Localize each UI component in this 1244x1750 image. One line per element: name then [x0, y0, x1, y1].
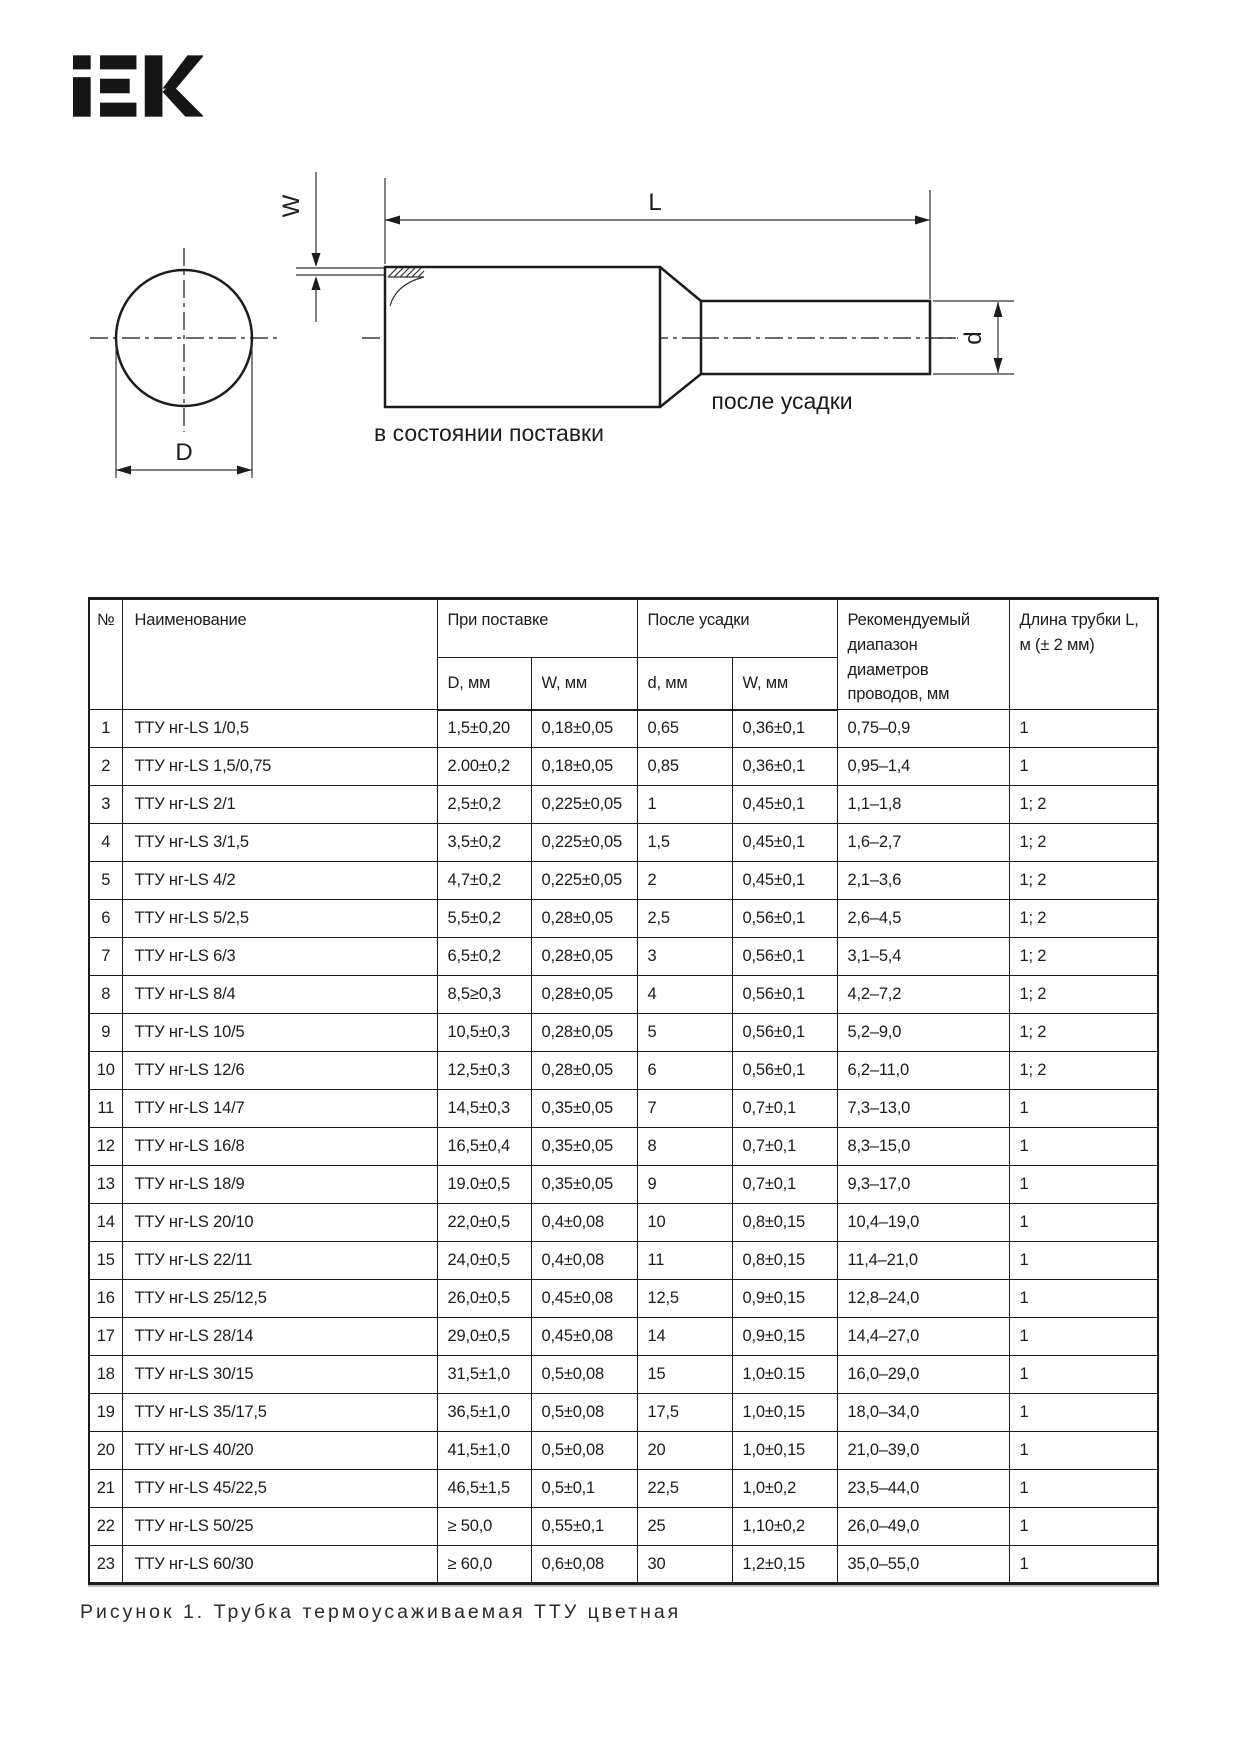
row-number-cell: 7 [89, 938, 122, 976]
table-cell: 0,56±0,1 [732, 900, 837, 938]
table-cell: ≥ 50,0 [437, 1508, 531, 1546]
table-cell: 1 [1009, 1546, 1158, 1584]
table-cell: ТТУ нг-LS 12/6 [122, 1052, 437, 1090]
table-row [89, 748, 1158, 786]
table-cell: 14 [637, 1318, 732, 1356]
table-cell: 2.00±0,2 [437, 748, 531, 786]
table-cell: 0,9±0,15 [732, 1318, 837, 1356]
arrow-up-icon [994, 302, 1003, 317]
table-cell: 26,0–49,0 [837, 1508, 1009, 1546]
row-number-cell: 13 [89, 1166, 122, 1204]
table-cell: 0,45±0,08 [531, 1318, 637, 1356]
table-cell: 3 [637, 938, 732, 976]
table-cell: 1; 2 [1009, 976, 1158, 1014]
table-cell: 1,10±0,2 [732, 1508, 837, 1546]
arrow-down-icon [994, 358, 1003, 373]
table-cell: 1 [637, 786, 732, 824]
table-cell: 2,6–4,5 [837, 900, 1009, 938]
table-cell: 8,5≥0,3 [437, 976, 531, 1014]
table-cell: 0,36±0,1 [732, 748, 837, 786]
table-cell: 21,0–39,0 [837, 1432, 1009, 1470]
table-cell: 0,5±0,08 [531, 1356, 637, 1394]
table-cell: ТТУ нг-LS 6/3 [122, 938, 437, 976]
table-cell: 6 [637, 1052, 732, 1090]
row-number-cell: 5 [89, 862, 122, 900]
table-cell: ТТУ нг-LS 45/22,5 [122, 1470, 437, 1508]
table-cell: 0,56±0,1 [732, 1014, 837, 1052]
table-cell: 0,28±0,05 [531, 938, 637, 976]
row-number-cell: 2 [89, 748, 122, 786]
table-cell: 0,28±0,05 [531, 976, 637, 1014]
table-cell: ТТУ нг-LS 14/7 [122, 1090, 437, 1128]
table-cell: 0,225±0,05 [531, 786, 637, 824]
table-cell: 1; 2 [1009, 1014, 1158, 1052]
table-cell: ≥ 60,0 [437, 1546, 531, 1584]
table-cell: 15 [637, 1356, 732, 1394]
table-cell: 7,3–13,0 [837, 1090, 1009, 1128]
table-cell: ТТУ нг-LS 60/30 [122, 1546, 437, 1584]
table-cell: 4 [637, 976, 732, 1014]
table-cell: 12,5 [637, 1280, 732, 1318]
figure-caption: Рисунок 1. Трубка термоусаживаемая ТТУ цветная [80, 1601, 682, 1623]
table-cell: 0,225±0,05 [531, 824, 637, 862]
table-cell: 0,4±0,08 [531, 1204, 637, 1242]
table-cell: 0,36±0,1 [732, 710, 837, 748]
col-header-tube-length: Длина трубки L, м (± 2 мм) [1009, 599, 1158, 710]
table-row [89, 1356, 1158, 1394]
table-cell: 16,0–29,0 [837, 1356, 1009, 1394]
col-header-after-shrink: После усадки [637, 599, 837, 658]
table-cell: 2,1–3,6 [837, 862, 1009, 900]
table-cell: 23,5–44,0 [837, 1470, 1009, 1508]
table-cell: 0,18±0,05 [531, 748, 637, 786]
table-cell: 20 [637, 1432, 732, 1470]
table-cell: 0,85 [637, 748, 732, 786]
table-cell: 0,35±0,05 [531, 1166, 637, 1204]
table-row [89, 1470, 1158, 1508]
table-cell: 14,5±0,3 [437, 1090, 531, 1128]
table-cell: 1; 2 [1009, 900, 1158, 938]
spec-table-body [89, 710, 1158, 1584]
row-number-cell: 16 [89, 1280, 122, 1318]
row-number-cell: 12 [89, 1128, 122, 1166]
table-cell: 1 [1009, 1432, 1158, 1470]
table-cell: 0,18±0,05 [531, 710, 637, 748]
table-cell: 1,6–2,7 [837, 824, 1009, 862]
table-cell: 1; 2 [1009, 938, 1158, 976]
table-cell: 2,5 [637, 900, 732, 938]
dimension-d-label: d [960, 331, 987, 345]
table-cell: ТТУ нг-LS 8/4 [122, 976, 437, 1014]
table-cell: 0,6±0,08 [531, 1546, 637, 1584]
table-cell: 1 [1009, 1204, 1158, 1242]
dimension-W-label: W [278, 194, 305, 218]
table-cell: 1,2±0,15 [732, 1546, 837, 1584]
table-cell: 6,2–11,0 [837, 1052, 1009, 1090]
table-cell: 0,8±0,15 [732, 1242, 837, 1280]
row-number-cell: 18 [89, 1356, 122, 1394]
table-cell: 12,5±0,3 [437, 1052, 531, 1090]
table-cell: 7 [637, 1090, 732, 1128]
table-cell: 8,3–15,0 [837, 1128, 1009, 1166]
table-row [89, 1318, 1158, 1356]
table-row [89, 710, 1158, 748]
table-cell: 1,0±0,15 [732, 1394, 837, 1432]
row-number-cell: 10 [89, 1052, 122, 1090]
table-cell: 1 [1009, 1318, 1158, 1356]
row-number-cell: 4 [89, 824, 122, 862]
table-cell: 3,5±0,2 [437, 824, 531, 862]
table-cell: 11 [637, 1242, 732, 1280]
table-row [89, 1546, 1158, 1584]
row-number-cell: 17 [89, 1318, 122, 1356]
row-number-cell: 23 [89, 1546, 122, 1584]
table-cell: 41,5±1,0 [437, 1432, 531, 1470]
row-number-cell: 6 [89, 900, 122, 938]
technical-drawing [0, 0, 1244, 520]
table-row [89, 1242, 1158, 1280]
table-cell: 0,55±0,1 [531, 1508, 637, 1546]
table-cell: 19.0±0,5 [437, 1166, 531, 1204]
table-cell: 0,7±0,1 [732, 1128, 837, 1166]
table-cell: 1,0±0.15 [732, 1356, 837, 1394]
table-cell: ТТУ нг-LS 1,5/0,75 [122, 748, 437, 786]
table-cell: 0,65 [637, 710, 732, 748]
table-cell: 22,0±0,5 [437, 1204, 531, 1242]
table-cell: 16,5±0,4 [437, 1128, 531, 1166]
table-cell: 12,8–24,0 [837, 1280, 1009, 1318]
table-cell: ТТУ нг-LS 16/8 [122, 1128, 437, 1166]
table-cell: 17,5 [637, 1394, 732, 1432]
arrow-right-icon [237, 466, 252, 475]
table-cell: 1; 2 [1009, 1052, 1158, 1090]
table-cell: 14,4–27,0 [837, 1318, 1009, 1356]
table-cell: 1 [1009, 710, 1158, 748]
table-cell: 0,56±0,1 [732, 938, 837, 976]
table-row [89, 862, 1158, 900]
table-cell: 1; 2 [1009, 862, 1158, 900]
table-cell: 11,4–21,0 [837, 1242, 1009, 1280]
tube-body-delivered [385, 267, 660, 407]
table-cell: 1 [1009, 1394, 1158, 1432]
table-cell: 0,5±0,08 [531, 1432, 637, 1470]
table-cell: 0,95–1,4 [837, 748, 1009, 786]
table-cell: 2,5±0,2 [437, 786, 531, 824]
table-cell: 0,45±0,1 [732, 824, 837, 862]
table-cell: ТТУ нг-LS 25/12,5 [122, 1280, 437, 1318]
table-cell: 0,45±0,1 [732, 786, 837, 824]
spec-table [88, 597, 1159, 1585]
table-cell: 1 [1009, 748, 1158, 786]
table-cell: 0,8±0,15 [732, 1204, 837, 1242]
row-number-cell: 21 [89, 1470, 122, 1508]
table-cell: ТТУ нг-LS 1/0,5 [122, 710, 437, 748]
table-cell: 0,4±0,08 [531, 1242, 637, 1280]
table-cell: 1 [1009, 1280, 1158, 1318]
table-cell: 35,0–55,0 [837, 1546, 1009, 1584]
col-header-name: Наименование [122, 599, 437, 710]
table-cell: 1,5±0,20 [437, 710, 531, 748]
table-cell: 0,28±0,05 [531, 900, 637, 938]
table-cell: 0,7±0,1 [732, 1166, 837, 1204]
table-cell: ТТУ нг-LS 35/17,5 [122, 1394, 437, 1432]
table-cell: 0,75–0,9 [837, 710, 1009, 748]
table-cell: 24,0±0,5 [437, 1242, 531, 1280]
table-cell: ТТУ нг-LS 10/5 [122, 1014, 437, 1052]
table-cell: ТТУ нг-LS 40/20 [122, 1432, 437, 1470]
table-cell: 31,5±1,0 [437, 1356, 531, 1394]
table-cell: ТТУ нг-LS 30/15 [122, 1356, 437, 1394]
table-cell: 4,7±0,2 [437, 862, 531, 900]
table-cell: 1,1–1,8 [837, 786, 1009, 824]
row-number-cell: 14 [89, 1204, 122, 1242]
table-cell: 1,0±0,15 [732, 1432, 837, 1470]
tube-taper-line [660, 267, 701, 301]
table-row [89, 900, 1158, 938]
table-cell: ТТУ нг-LS 2/1 [122, 786, 437, 824]
table-cell: 1 [1009, 1090, 1158, 1128]
table-cell: 0,7±0,1 [732, 1090, 837, 1128]
table-row [89, 1014, 1158, 1052]
delivered-state-label: в состоянии поставки [374, 420, 604, 446]
table-cell: 0,5±0,08 [531, 1394, 637, 1432]
table-cell: 5,2–9,0 [837, 1014, 1009, 1052]
table-cell: 22,5 [637, 1470, 732, 1508]
table-cell: 10,4–19,0 [837, 1204, 1009, 1242]
table-cell: 10 [637, 1204, 732, 1242]
table-row [89, 938, 1158, 976]
dimension-D-label: D [175, 439, 193, 466]
table-cell: 0,56±0,1 [732, 976, 837, 1014]
table-cell: 29,0±0,5 [437, 1318, 531, 1356]
table-cell: 1; 2 [1009, 824, 1158, 862]
table-cell: 1 [1009, 1242, 1158, 1280]
row-number-cell: 22 [89, 1508, 122, 1546]
row-number-cell: 1 [89, 710, 122, 748]
table-cell: 0,35±0,05 [531, 1090, 637, 1128]
arrow-left-icon [116, 466, 131, 475]
table-cell: 1,5 [637, 824, 732, 862]
table-cell: ТТУ нг-LS 18/9 [122, 1166, 437, 1204]
table-row [89, 1280, 1158, 1318]
table-cell: 36,5±1,0 [437, 1394, 531, 1432]
table-cell: 1; 2 [1009, 786, 1158, 824]
table-cell: ТТУ нг-LS 28/14 [122, 1318, 437, 1356]
table-row [89, 1090, 1158, 1128]
table-cell: 1 [1009, 1166, 1158, 1204]
table-cell: 6,5±0,2 [437, 938, 531, 976]
table-cell: 18,0–34,0 [837, 1394, 1009, 1432]
table-row [89, 1394, 1158, 1432]
shrunk-state-label: после усадки [711, 388, 853, 414]
row-number-cell: 11 [89, 1090, 122, 1128]
table-cell: 0,9±0,15 [732, 1280, 837, 1318]
table-cell: ТТУ нг-LS 5/2,5 [122, 900, 437, 938]
table-cell: 1 [1009, 1128, 1158, 1166]
col-header-delivery: При поставке [437, 599, 637, 658]
table-cell: ТТУ нг-LS 22/11 [122, 1242, 437, 1280]
col-header-num: № [89, 599, 122, 710]
table-cell: 10,5±0,3 [437, 1014, 531, 1052]
table-cell: 2 [637, 862, 732, 900]
row-number-cell: 9 [89, 1014, 122, 1052]
arrow-up-icon [312, 276, 321, 290]
dimension-L-label: L [648, 189, 662, 216]
table-cell: 9,3–17,0 [837, 1166, 1009, 1204]
table-row [89, 1432, 1158, 1470]
table-cell: 25 [637, 1508, 732, 1546]
table-cell: 30 [637, 1546, 732, 1584]
row-number-cell: 20 [89, 1432, 122, 1470]
table-cell: 8 [637, 1128, 732, 1166]
table-row [89, 1508, 1158, 1546]
table-cell: 46,5±1,5 [437, 1470, 531, 1508]
table-cell: 5 [637, 1014, 732, 1052]
arrow-left-icon [385, 216, 400, 225]
table-cell: ТТУ нг-LS 3/1,5 [122, 824, 437, 862]
table-cell: 1,0±0,2 [732, 1470, 837, 1508]
col-header-D-mm: D, мм [437, 658, 531, 710]
table-cell: 1 [1009, 1470, 1158, 1508]
table-cell: 0,35±0,05 [531, 1128, 637, 1166]
table-row [89, 1166, 1158, 1204]
table-cell: 0,5±0,1 [531, 1470, 637, 1508]
table-cell: 1 [1009, 1508, 1158, 1546]
table-cell: 1 [1009, 1356, 1158, 1394]
table-row [89, 1204, 1158, 1242]
arrow-right-icon [915, 216, 930, 225]
row-number-cell: 15 [89, 1242, 122, 1280]
col-header-diameter-range: Рекомендуемый диапазон диаметров проводов, мм [837, 599, 1009, 710]
table-cell: 3,1–5,4 [837, 938, 1009, 976]
table-cell: 0,225±0,05 [531, 862, 637, 900]
table-cell: ТТУ нг-LS 4/2 [122, 862, 437, 900]
table-cell: ТТУ нг-LS 20/10 [122, 1204, 437, 1242]
col-header-d-mm: d, мм [637, 658, 732, 710]
table-cell: 5,5±0,2 [437, 900, 531, 938]
table-cell: 4,2–7,2 [837, 976, 1009, 1014]
row-number-cell: 8 [89, 976, 122, 1014]
tube-taper-line [660, 374, 701, 407]
table-cell: 0,56±0,1 [732, 1052, 837, 1090]
table-cell: 9 [637, 1166, 732, 1204]
col-header-W-mm: W, мм [531, 658, 637, 710]
table-row [89, 976, 1158, 1014]
table-cell: 0,45±0,08 [531, 1280, 637, 1318]
table-cell: 26,0±0,5 [437, 1280, 531, 1318]
row-number-cell: 19 [89, 1394, 122, 1432]
table-row [89, 1052, 1158, 1090]
table-row [89, 1128, 1158, 1166]
table-cell: 0,28±0,05 [531, 1014, 637, 1052]
table-row [89, 824, 1158, 862]
table-cell: ТТУ нг-LS 50/25 [122, 1508, 437, 1546]
row-number-cell: 3 [89, 786, 122, 824]
arrow-down-icon [312, 253, 321, 267]
col-header-W2-mm: W, мм [732, 658, 837, 710]
table-cell: 0,28±0,05 [531, 1052, 637, 1090]
table-cell: 0,45±0,1 [732, 862, 837, 900]
table-row [89, 786, 1158, 824]
